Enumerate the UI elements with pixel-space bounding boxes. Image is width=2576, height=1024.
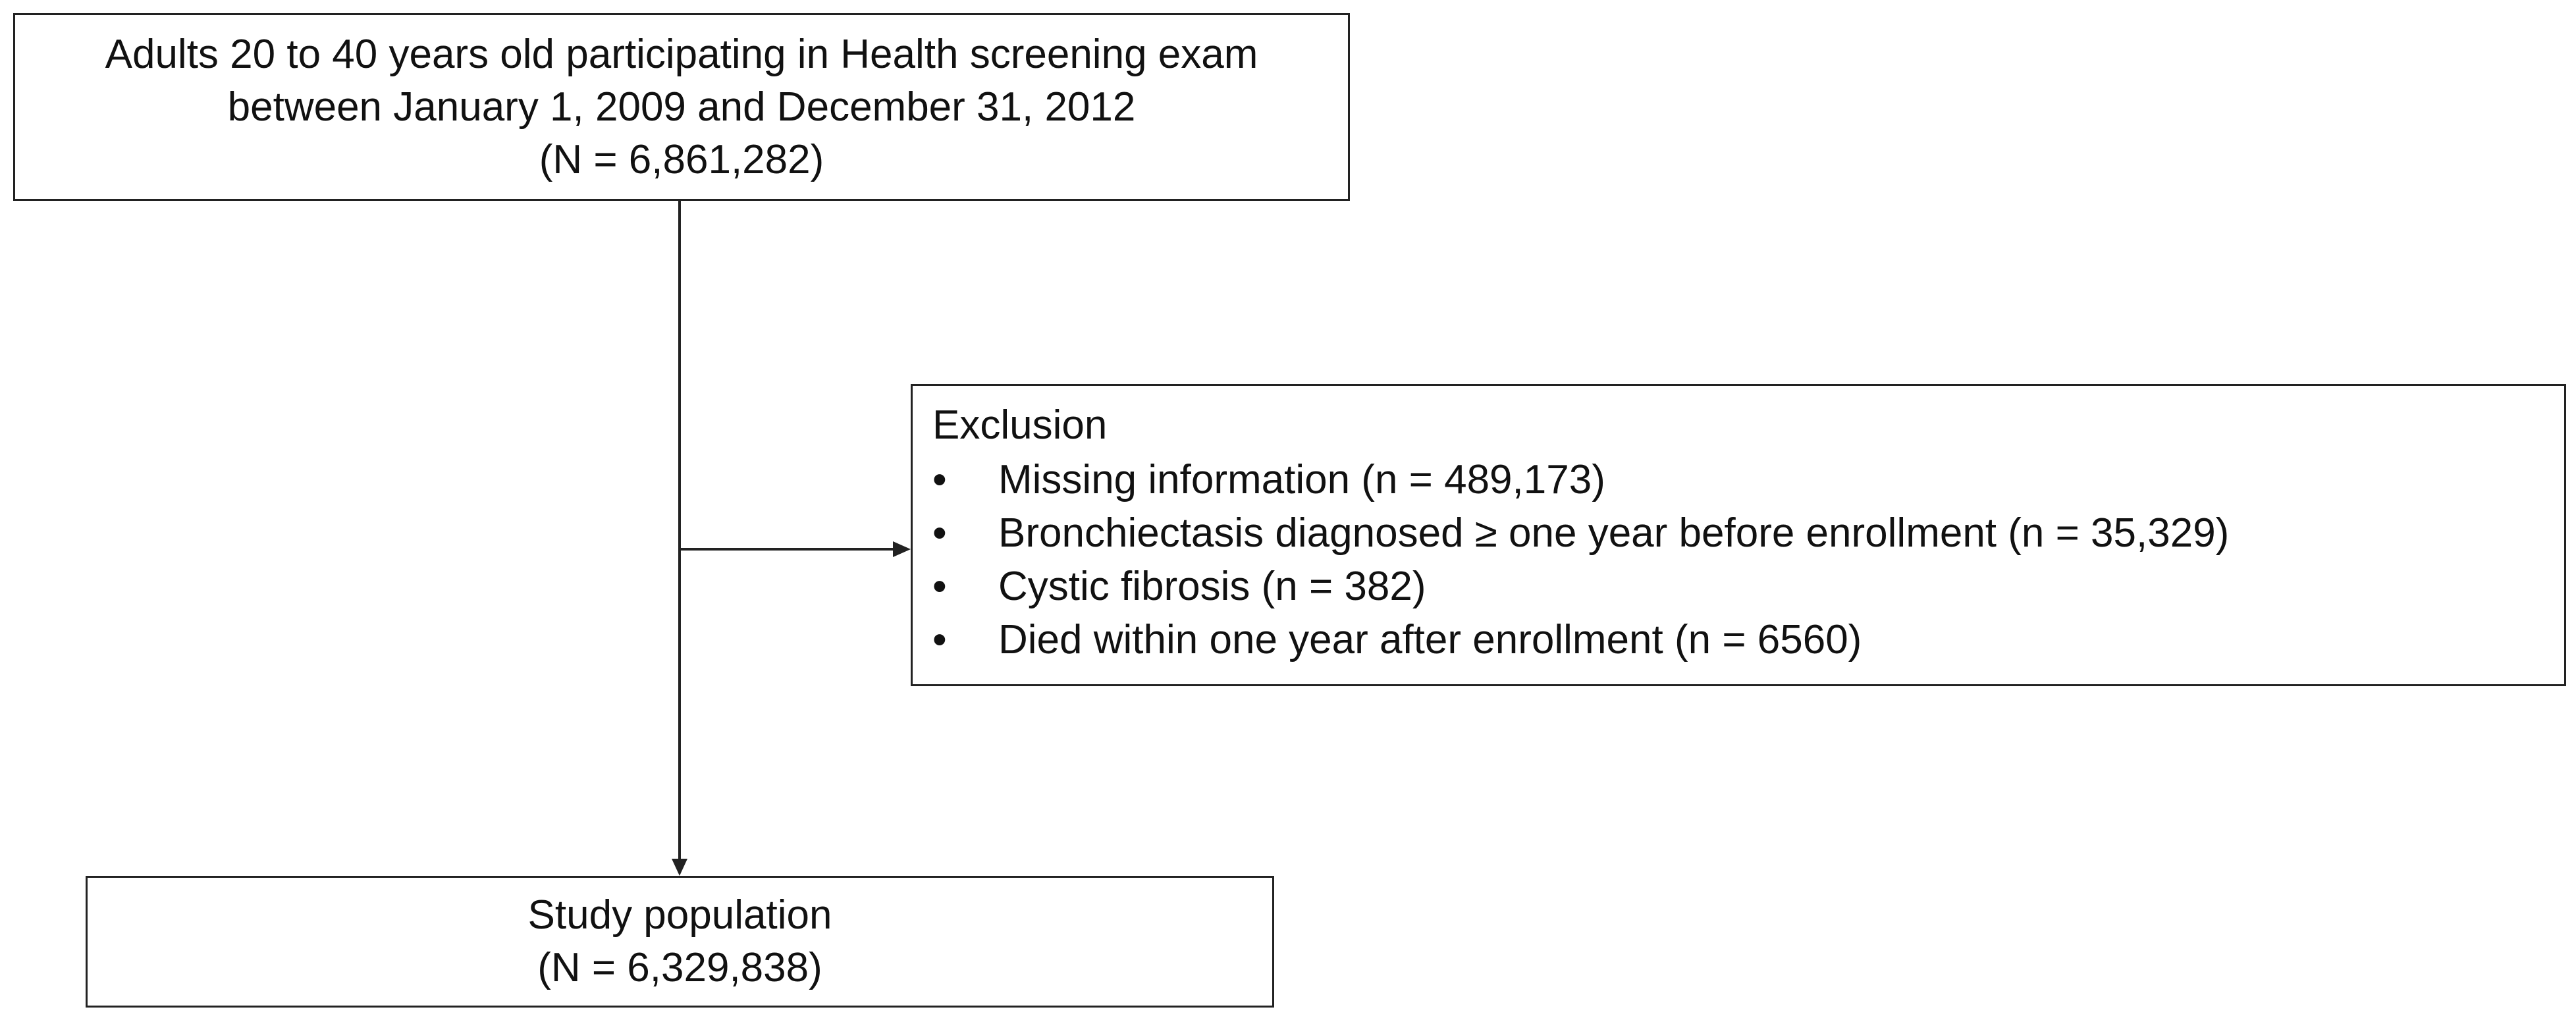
exclusion-title: Exclusion xyxy=(932,402,1108,448)
enrollment-line-2: between January 1, 2009 and December 31, 2012 xyxy=(227,84,1136,130)
exclusion-item-text: Missing information (n = 489,173) xyxy=(998,457,1605,502)
exclusion-branch-arrowhead xyxy=(893,541,911,557)
exclusion-item-text: Bronchiectasis diagnosed ≥ one year before enrollment (n = 35,329) xyxy=(998,510,2230,556)
exclusion-item-text: Cystic fibrosis (n = 382) xyxy=(998,564,1426,609)
study-population-label: Study population xyxy=(527,892,832,938)
study-population-box xyxy=(86,876,1274,1008)
exclusion-item-died xyxy=(932,613,2564,666)
main-flow-arrowhead xyxy=(672,859,687,876)
exclusion-item-missing-information xyxy=(932,453,2564,506)
study-population-count: (N = 6,329,838) xyxy=(537,945,822,990)
enrollment-box xyxy=(13,13,1350,201)
enrollment-line-1: Adults 20 to 40 years old participating in Health screening exam xyxy=(105,31,1258,77)
bullet-icon: • xyxy=(932,617,947,662)
bullet-icon: • xyxy=(932,510,947,556)
exclusion-box xyxy=(911,384,2566,686)
bullet-icon: • xyxy=(932,457,947,502)
enrollment-count: (N = 6,861,282) xyxy=(539,136,824,182)
exclusion-item-text: Died within one year after enrollment (n = 6560) xyxy=(998,617,1862,662)
exclusion-item-cystic-fibrosis xyxy=(932,560,2564,613)
bullet-icon: • xyxy=(932,564,947,609)
exclusion-item-bronchiectasis xyxy=(932,506,2564,560)
